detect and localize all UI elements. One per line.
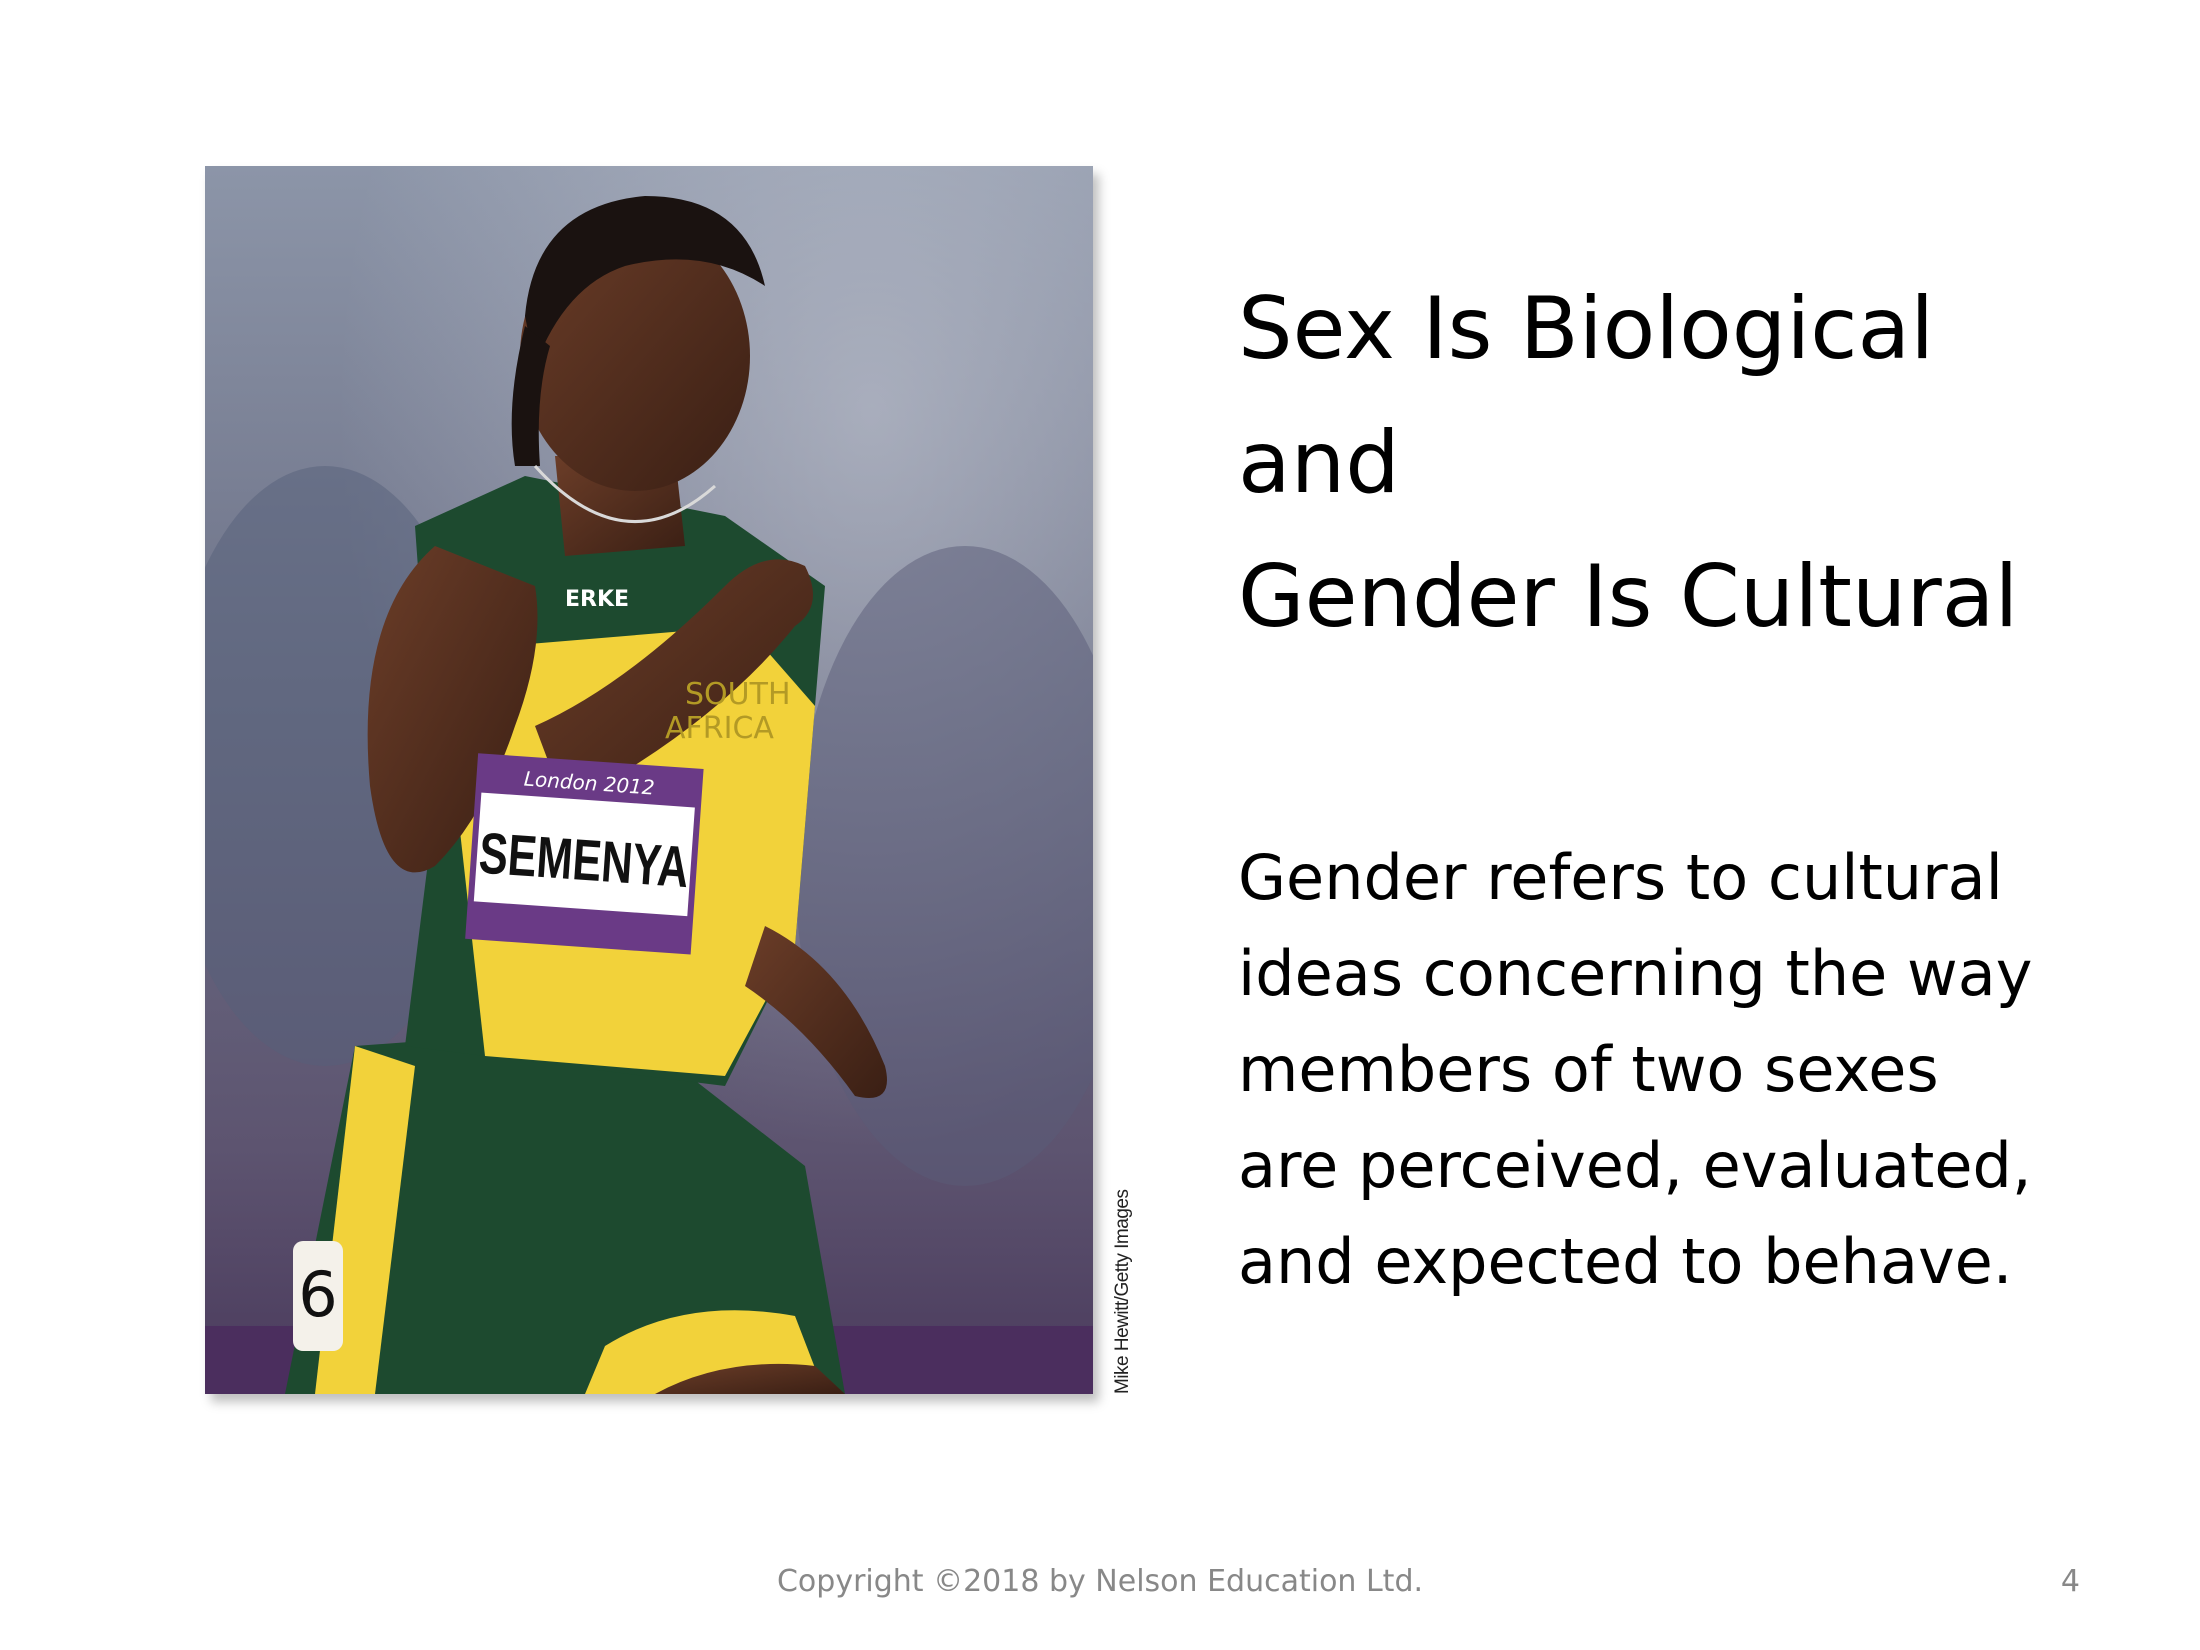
shirt-country-line1-text: SOUTH	[685, 677, 791, 712]
athlete-photo	[205, 166, 1093, 1394]
shirt-brand-text: ERKE	[565, 587, 630, 612]
page-number: 4	[2060, 1564, 2080, 1599]
body-line: Gender refers to cultural	[1238, 841, 2003, 914]
body-line: members of two sexes	[1238, 1033, 1939, 1106]
photo-credit: Mike Hewitt/Getty Images	[1112, 1189, 1133, 1394]
title-line: Sex Is Biological	[1238, 279, 1935, 379]
bib-event-text: London 2012	[523, 766, 656, 800]
slide-title	[1238, 262, 2138, 664]
title-line: Gender Is Cultural	[1238, 547, 2019, 647]
race-bib	[468, 756, 763, 951]
copyright-footer: Copyright ©2018 by Nelson Education Ltd.	[776, 1564, 1424, 1599]
title-line: and	[1238, 413, 1400, 513]
shirt-country-line2-text: AFRICA	[665, 711, 774, 746]
body-line: and expected to behave.	[1238, 1225, 2013, 1298]
body-line: are perceived, evaluated,	[1238, 1129, 2032, 1202]
athlete-illustration	[205, 166, 1093, 1394]
bib-name-text: SEMENYA	[476, 820, 763, 906]
slide-body-text	[1238, 830, 2138, 1310]
hip-number-text: 6	[298, 1258, 338, 1331]
body-line: ideas concerning the way	[1238, 937, 2033, 1010]
